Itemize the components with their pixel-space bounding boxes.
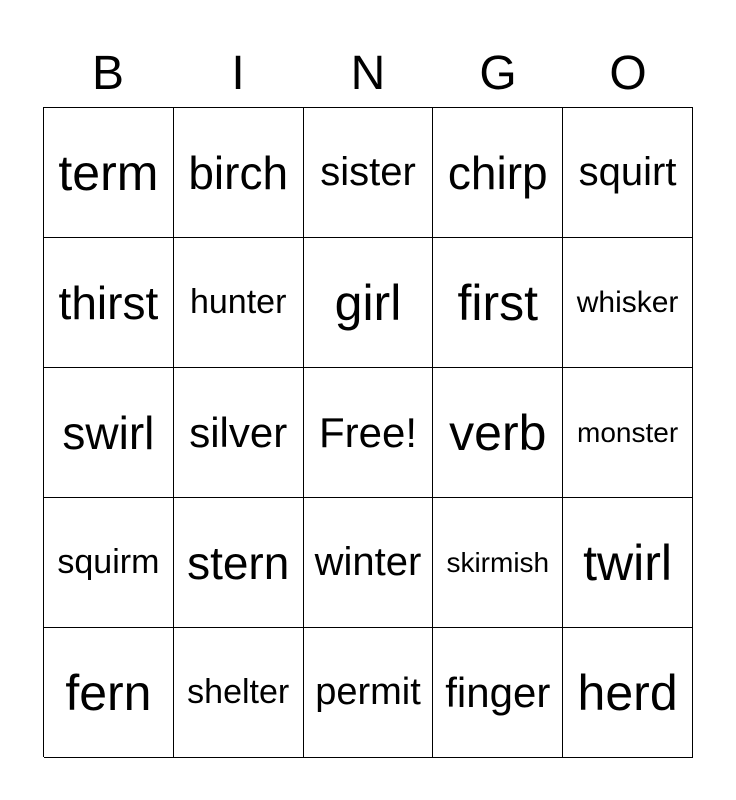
header-letter-b: B xyxy=(91,47,124,100)
board-row xyxy=(44,238,693,368)
bingo-cell[interactable]: swirl xyxy=(44,368,174,498)
bingo-cell[interactable]: sister xyxy=(304,108,434,238)
bingo-cell[interactable]: verb xyxy=(433,368,563,498)
bingo-cell[interactable]: whisker xyxy=(563,238,693,368)
board-row xyxy=(44,108,693,238)
bingo-cell[interactable]: stern xyxy=(174,498,304,628)
bingo-cell[interactable]: squirm xyxy=(44,498,174,628)
bingo-cell[interactable]: squirt xyxy=(563,108,693,238)
bingo-cell[interactable]: fern xyxy=(44,628,174,758)
bingo-cell[interactable]: term xyxy=(44,108,174,238)
bingo-cell[interactable]: permit xyxy=(304,628,434,758)
bingo-cell[interactable]: herd xyxy=(563,628,693,758)
bingo-cell[interactable]: girl xyxy=(304,238,434,368)
bingo-cell[interactable]: silver xyxy=(174,368,304,498)
bingo-cell[interactable]: thirst xyxy=(44,238,174,368)
board-row xyxy=(44,628,693,758)
bingo-cell[interactable]: shelter xyxy=(174,628,304,758)
header-letter-n: N xyxy=(350,47,386,100)
bingo-cell[interactable]: first xyxy=(433,238,563,368)
bingo-cell[interactable]: skirmish xyxy=(433,498,563,628)
bingo-cell[interactable]: chirp xyxy=(433,108,563,238)
header-letter-o: O xyxy=(609,47,647,100)
bingo-header xyxy=(43,40,693,108)
bingo-cell[interactable]: monster xyxy=(563,368,693,498)
free-space-cell[interactable]: Free! xyxy=(304,368,434,498)
bingo-board xyxy=(43,107,693,757)
bingo-cell[interactable]: twirl xyxy=(563,498,693,628)
header-letter-i: I xyxy=(231,47,245,100)
header-letter-g: G xyxy=(479,47,517,100)
bingo-cell[interactable]: birch xyxy=(174,108,304,238)
bingo-cell[interactable]: finger xyxy=(433,628,563,758)
board-row xyxy=(44,498,693,628)
bingo-cell[interactable]: winter xyxy=(304,498,434,628)
board-row xyxy=(44,368,693,498)
bingo-cell[interactable]: hunter xyxy=(174,238,304,368)
